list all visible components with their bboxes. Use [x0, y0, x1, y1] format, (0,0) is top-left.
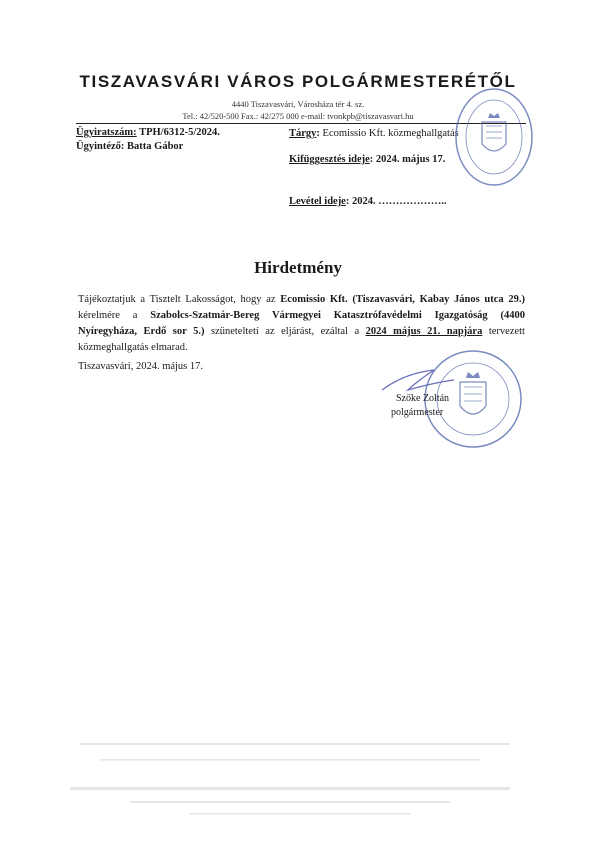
notice-authority: Szabolcs-Szatmár-Bereg Vármegyei Katasztrófavédelmi Igazgatóság (4400 Nyíregyháza, Erdő sor 5.) [78, 310, 525, 337]
posted-label: Kifüggesztés ideje [289, 154, 370, 165]
removed-date: 2024. ……………….. [351, 196, 447, 207]
subject-row: Tárgy: Ecomissio Kft. közmeghallgatás [289, 128, 459, 139]
file-number-label: Ügyiratszám: [76, 127, 137, 138]
notice-text-2: kérelmére a [78, 310, 151, 321]
scan-noise [70, 735, 530, 825]
notice-text-3: szüneteltetí az eljárást, ezáltal a [204, 326, 366, 337]
posted-row: Kifüggesztés ideje: 2024. május 17. [289, 154, 446, 165]
notice-text-4: tervezett közmeghallgatás elmarad. [78, 326, 525, 353]
city-seal-top-stamp [452, 82, 536, 192]
removed-row: Levétel ideje: 2024. ……………….. [289, 196, 447, 207]
subject-value: Ecomissio Kft. közmeghallgatás [322, 128, 459, 139]
officer-label: Ügyintéző: [76, 141, 125, 152]
notice-company: Ecomissio Kft. (Tiszavasvári, Kabay János utca 29.) [280, 294, 525, 305]
file-number: TPH/6312-5/2024. [139, 127, 220, 138]
posted-date: 2024. május 17. [375, 154, 446, 165]
notice-text-1: Tájékoztatjuk a Tisztelt Lakosságot, hogy az [78, 294, 281, 305]
notice-date: 2024 május 21. napjára [365, 326, 483, 337]
signer-title: polgármester [391, 407, 444, 418]
organization-title: TISZAVASVÁRI VÁROS POLGÁRMESTERÉTŐL [79, 72, 517, 91]
officer-name: Batta Gábor [127, 141, 184, 152]
officer-row [76, 141, 183, 152]
office-address: 4440 Tiszavasvári, Városháza tér 4. sz. [231, 99, 365, 109]
notice-title: Hirdetmény [254, 258, 342, 277]
subject-label: Tárgy [289, 128, 317, 139]
place-date: Tiszavasvári, 2024. május 17. [78, 361, 204, 372]
file-number-row [76, 127, 220, 138]
removed-label: Levétel ideje [289, 196, 346, 207]
office-contact: Tel.: 42/520-500 Fax.: 42/275 000 e-mail: tvonkpb@tiszavasvari.hu [182, 111, 414, 121]
signer-name: Szőke Zoltán [396, 393, 450, 404]
